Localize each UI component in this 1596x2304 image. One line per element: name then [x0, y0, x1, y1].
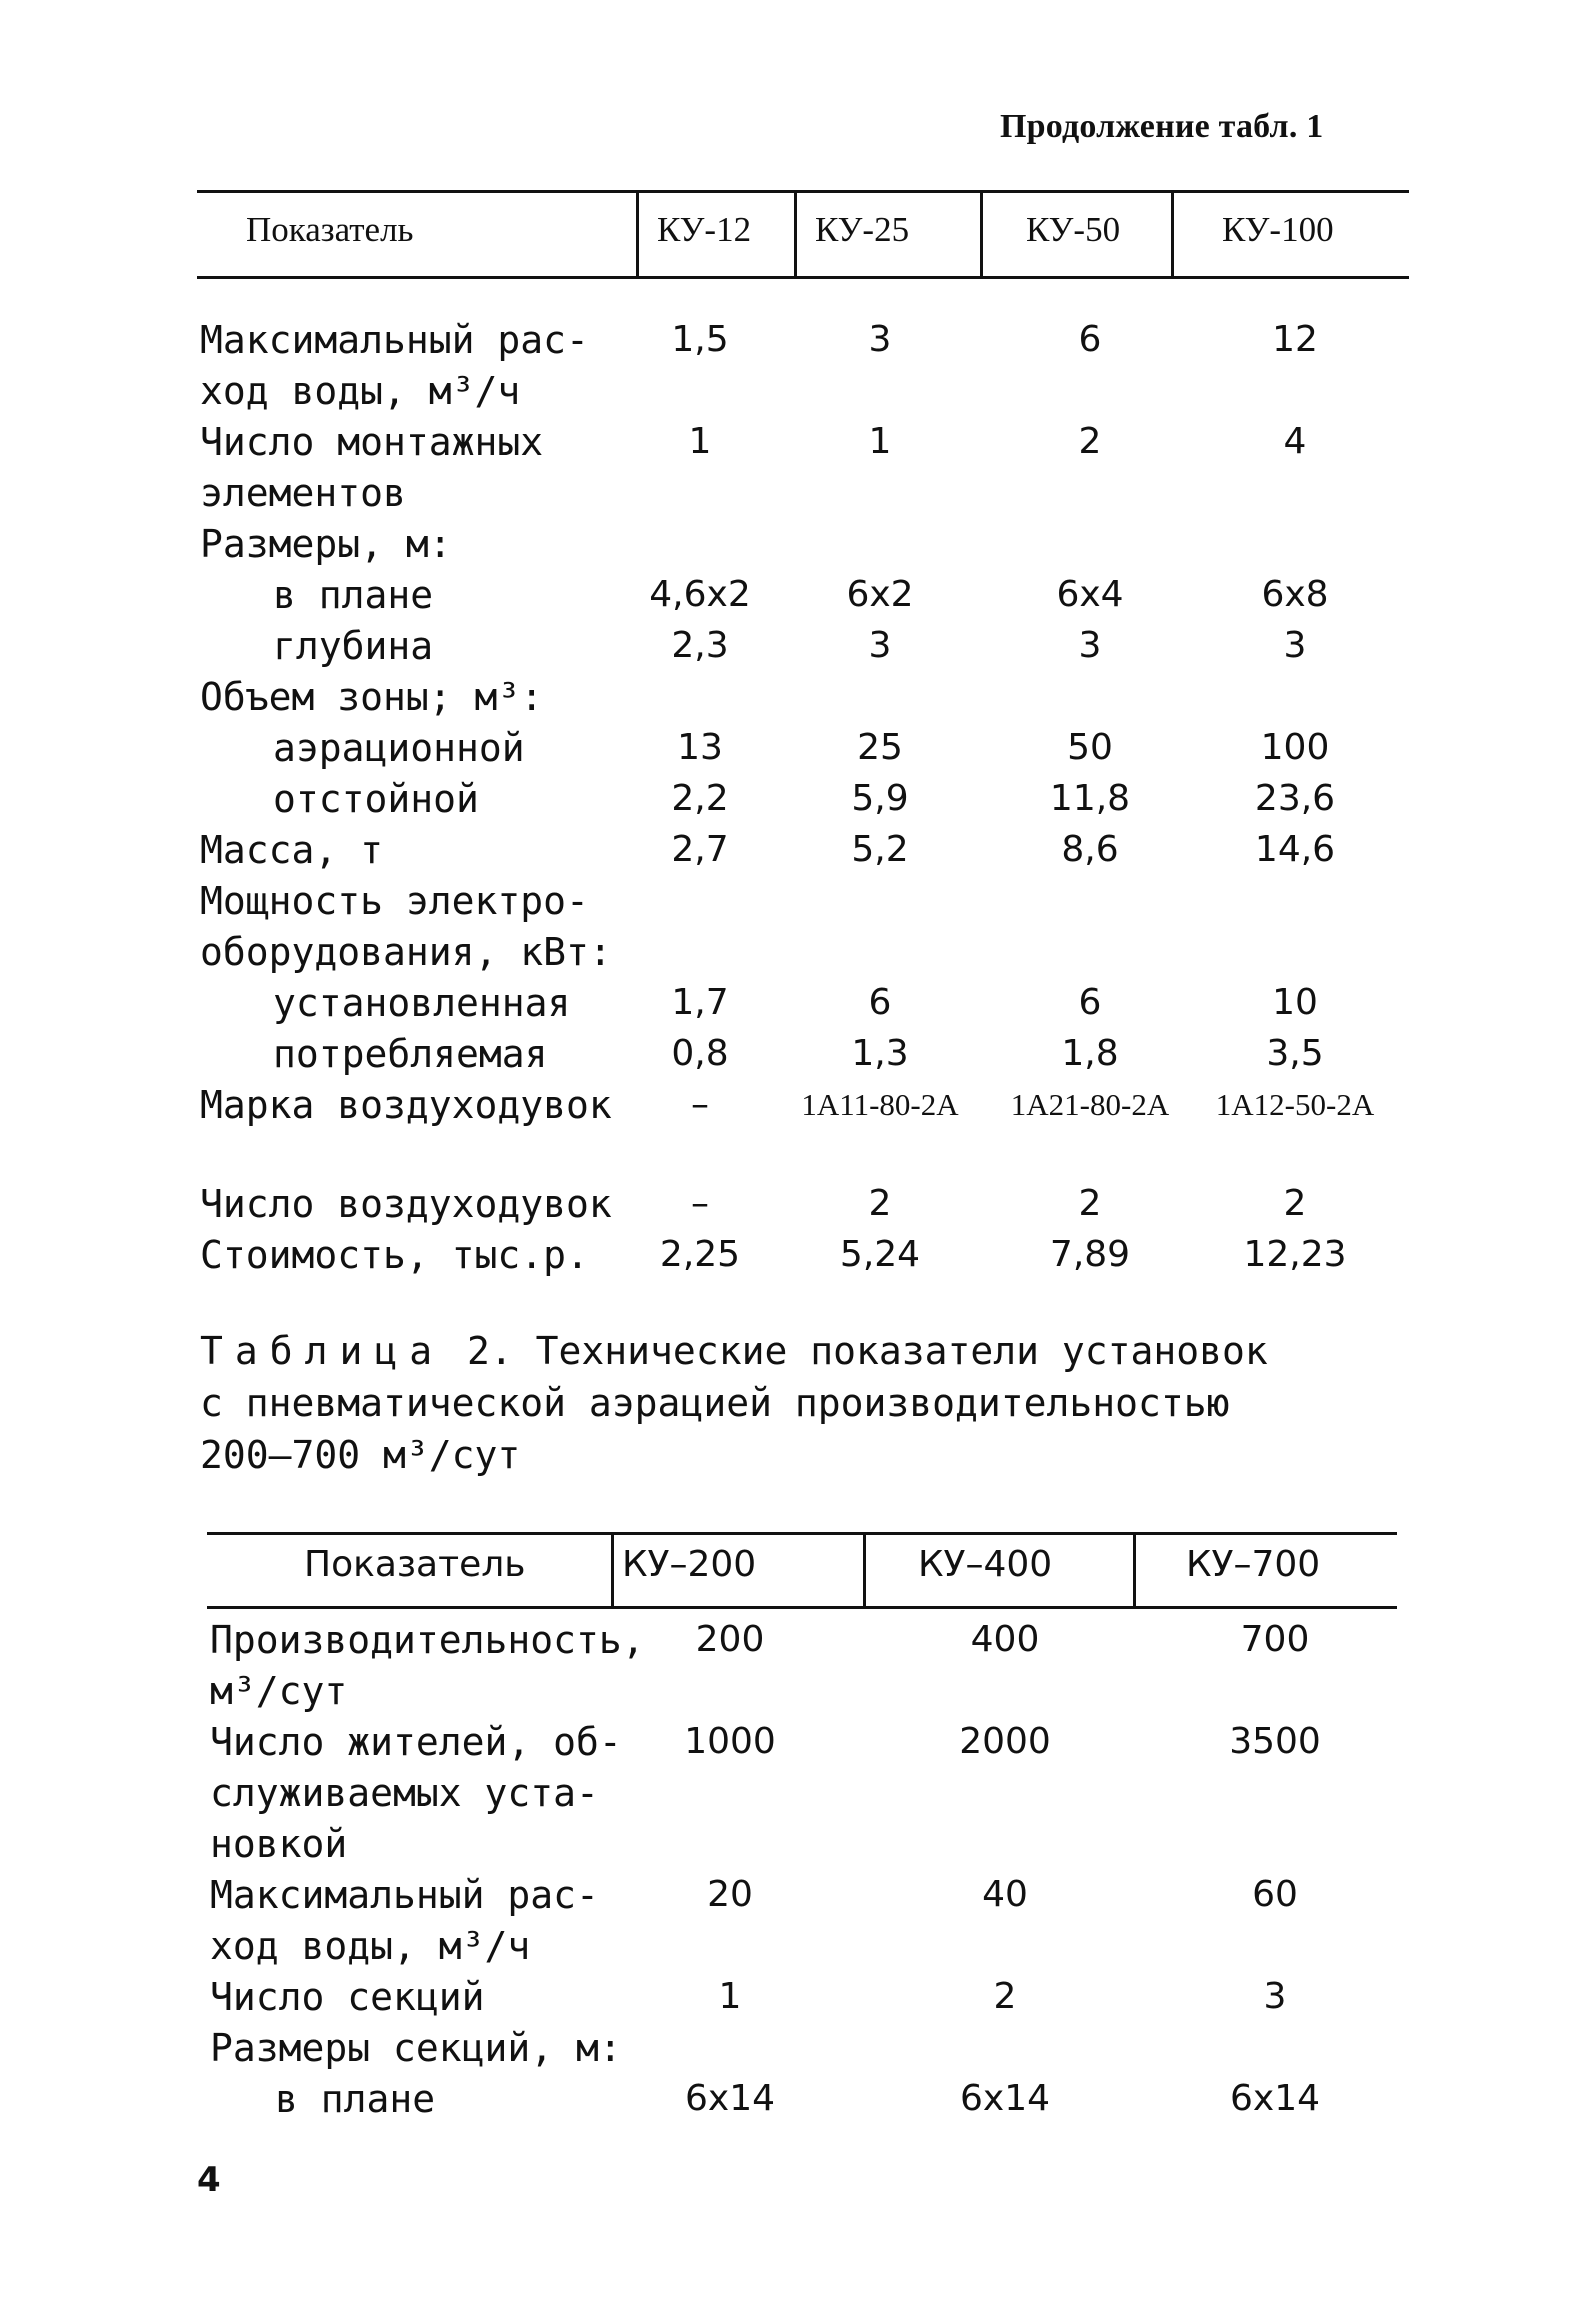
table1-cell: 6 — [868, 982, 892, 1023]
table1-cell: – — [691, 1183, 709, 1224]
table1-row-label: элементов — [200, 471, 406, 515]
table1-col-divider — [980, 190, 983, 279]
table1-cell: 23,6 — [1254, 778, 1336, 819]
table1-cell: 6 — [1078, 319, 1102, 360]
table1-row-label: Число монтажных — [200, 420, 544, 464]
table1-row-label: отстойной — [273, 777, 479, 821]
table1-row-label: установленная — [273, 981, 571, 1025]
table2-row-label: ход воды, м³/ч — [210, 1924, 531, 1968]
table2-row-label: Размеры секций, м: — [210, 2026, 622, 2070]
table1-row-label: Мощность электро- — [200, 879, 589, 923]
table1-row-label: Стоимость, тыс.р. — [200, 1233, 589, 1277]
table1-header-rule — [197, 276, 1409, 279]
table1-header-ku12: КУ-12 — [657, 210, 752, 249]
table1-row-label: Число воздуходувок — [200, 1182, 612, 1226]
table2-cell: 6x14 — [1229, 2078, 1321, 2119]
table2-col-divider — [611, 1532, 614, 1609]
table2-row-label: Производительность, — [210, 1618, 645, 1662]
table2-cell: 200 — [695, 1619, 765, 1660]
table1-header-ku50: КУ-50 — [1026, 210, 1121, 249]
table1-cell: 5,24 — [839, 1234, 921, 1275]
table1-cell: 14,6 — [1254, 829, 1336, 870]
table1-cell: 2,25 — [659, 1234, 741, 1275]
table2-header-ku200: КУ–200 — [622, 1544, 757, 1585]
table1-cell: 1А12-50-2А — [1215, 1087, 1375, 1122]
table1-cell: 1А21-80-2А — [1010, 1087, 1170, 1122]
table1-cell: 1,7 — [671, 982, 729, 1023]
table2-top-rule — [207, 1532, 1397, 1535]
table2-cell: 1000 — [684, 1721, 776, 1762]
table2-cell: 2000 — [959, 1721, 1051, 1762]
table2-header-ku700: КУ–700 — [1186, 1544, 1321, 1585]
table1-cell: – — [691, 1084, 709, 1125]
table1-cell: 5,2 — [851, 829, 909, 870]
table2-header-indicator: Показатель — [304, 1544, 526, 1585]
table1-cell: 2,2 — [671, 778, 729, 819]
table2-row-label: служиваемых уста- — [210, 1771, 599, 1815]
continuation-title: Продолжение табл. 1 — [1000, 108, 1324, 145]
table1-cell: 50 — [1067, 727, 1113, 768]
table2-cell: 40 — [982, 1874, 1028, 1915]
table2-col-divider — [863, 1532, 866, 1609]
table1-row-label: Максимальный рас- — [200, 318, 589, 362]
table1-row-label: глубина — [273, 624, 434, 668]
table1-cell: 6x8 — [1261, 574, 1329, 615]
table1-cell: 2,3 — [671, 625, 729, 666]
table1-cell: 3 — [868, 319, 892, 360]
table1-cell: 7,89 — [1049, 1234, 1131, 1275]
table2-row-label: Число жителей, об- — [210, 1720, 622, 1764]
table2-header-rule — [207, 1606, 1397, 1609]
page-number: 4 — [197, 2160, 221, 2200]
table1-cell: 2 — [868, 1183, 892, 1224]
table2-cell: 400 — [970, 1619, 1040, 1660]
table1-row-label: Объем зоны; м³: — [200, 675, 544, 719]
table1-cell: 3 — [1078, 625, 1102, 666]
table1-cell: 2,7 — [671, 829, 729, 870]
table1-cell: 25 — [857, 727, 903, 768]
table2-row-label: новкой — [210, 1822, 348, 1866]
table1-col-divider — [794, 190, 797, 279]
table1-cell: 1,3 — [851, 1033, 909, 1074]
table1-cell: 100 — [1260, 727, 1330, 768]
table1-row-label: оборудования, кВт: — [200, 930, 612, 974]
caption-line3: 200–700 м³/сут — [200, 1433, 521, 1477]
table2-cell: 3500 — [1229, 1721, 1321, 1762]
table1-row-label: потребляемая — [273, 1032, 548, 1076]
table1-cell: 8,6 — [1061, 829, 1119, 870]
table1-row-label: Размеры, м: — [200, 522, 452, 566]
caption-line1: 2. Технические показатели установок — [444, 1329, 1268, 1373]
table1-top-rule — [197, 190, 1409, 193]
table1-cell: 13 — [677, 727, 723, 768]
table2-cell: 6x14 — [684, 2078, 776, 2119]
table1-header-indicator: Показатель — [246, 210, 414, 249]
table2-row-label: Число секций — [210, 1975, 485, 2019]
table1-cell: 6 — [1078, 982, 1102, 1023]
caption-word: Таблица — [200, 1329, 445, 1373]
table1-cell: 10 — [1272, 982, 1318, 1023]
table1-cell: 2 — [1283, 1183, 1307, 1224]
table1-cell: 12,23 — [1243, 1234, 1347, 1275]
table1-cell: 2 — [1078, 421, 1102, 462]
table1-cell: 3 — [868, 625, 892, 666]
table2-cell: 20 — [707, 1874, 753, 1915]
table1-cell: 3,5 — [1266, 1033, 1324, 1074]
table2-cell: 1 — [718, 1976, 742, 2017]
table1-cell: 0,8 — [671, 1033, 729, 1074]
table2-cell: 3 — [1263, 1976, 1287, 2017]
table1-cell: 6x4 — [1056, 574, 1124, 615]
table1-cell: 11,8 — [1049, 778, 1131, 819]
table2-row-label: м³/сут — [210, 1669, 348, 1713]
table1-header-ku25: КУ-25 — [815, 210, 910, 249]
table2-header-ku400: КУ–400 — [918, 1544, 1053, 1585]
table1-cell: 1 — [688, 421, 712, 462]
table2-cell: 2 — [993, 1976, 1017, 2017]
table1-cell: 4 — [1283, 421, 1307, 462]
table1-row-label: Марка воздуходувок — [200, 1083, 612, 1127]
table2-caption — [200, 1325, 1450, 1481]
caption-line2: с пневматической аэрацией производительностью — [200, 1381, 1230, 1425]
table1-row-label: Масса, т — [200, 828, 384, 872]
table1-row-label: в плане — [273, 573, 434, 617]
table2-row-label: Максимальный рас- — [210, 1873, 599, 1917]
table1-cell: 1 — [868, 421, 892, 462]
table2-cell: 700 — [1240, 1619, 1310, 1660]
table1-cell: 1,5 — [671, 319, 729, 360]
table1-cell: 4,6x2 — [649, 574, 751, 615]
table2-row-label: в плане — [275, 2077, 436, 2121]
table1-cell: 12 — [1272, 319, 1318, 360]
table1-cell: 1А11-80-2А — [801, 1087, 959, 1122]
table1-col-divider — [1171, 190, 1174, 279]
table1-row-label: аэрационной — [273, 726, 525, 770]
table1-col-divider — [636, 190, 639, 279]
table2-cell: 6x14 — [959, 2078, 1051, 2119]
table1-header-ku100: КУ-100 — [1222, 210, 1334, 249]
table1-cell: 6x2 — [846, 574, 914, 615]
table1-cell: 5,9 — [851, 778, 909, 819]
table1-row-label: ход воды, м³/ч — [200, 369, 521, 413]
table1-cell: 2 — [1078, 1183, 1102, 1224]
table1-cell: 1,8 — [1061, 1033, 1119, 1074]
table2-cell: 60 — [1252, 1874, 1298, 1915]
table1-cell: 3 — [1283, 625, 1307, 666]
table2-col-divider — [1133, 1532, 1136, 1609]
